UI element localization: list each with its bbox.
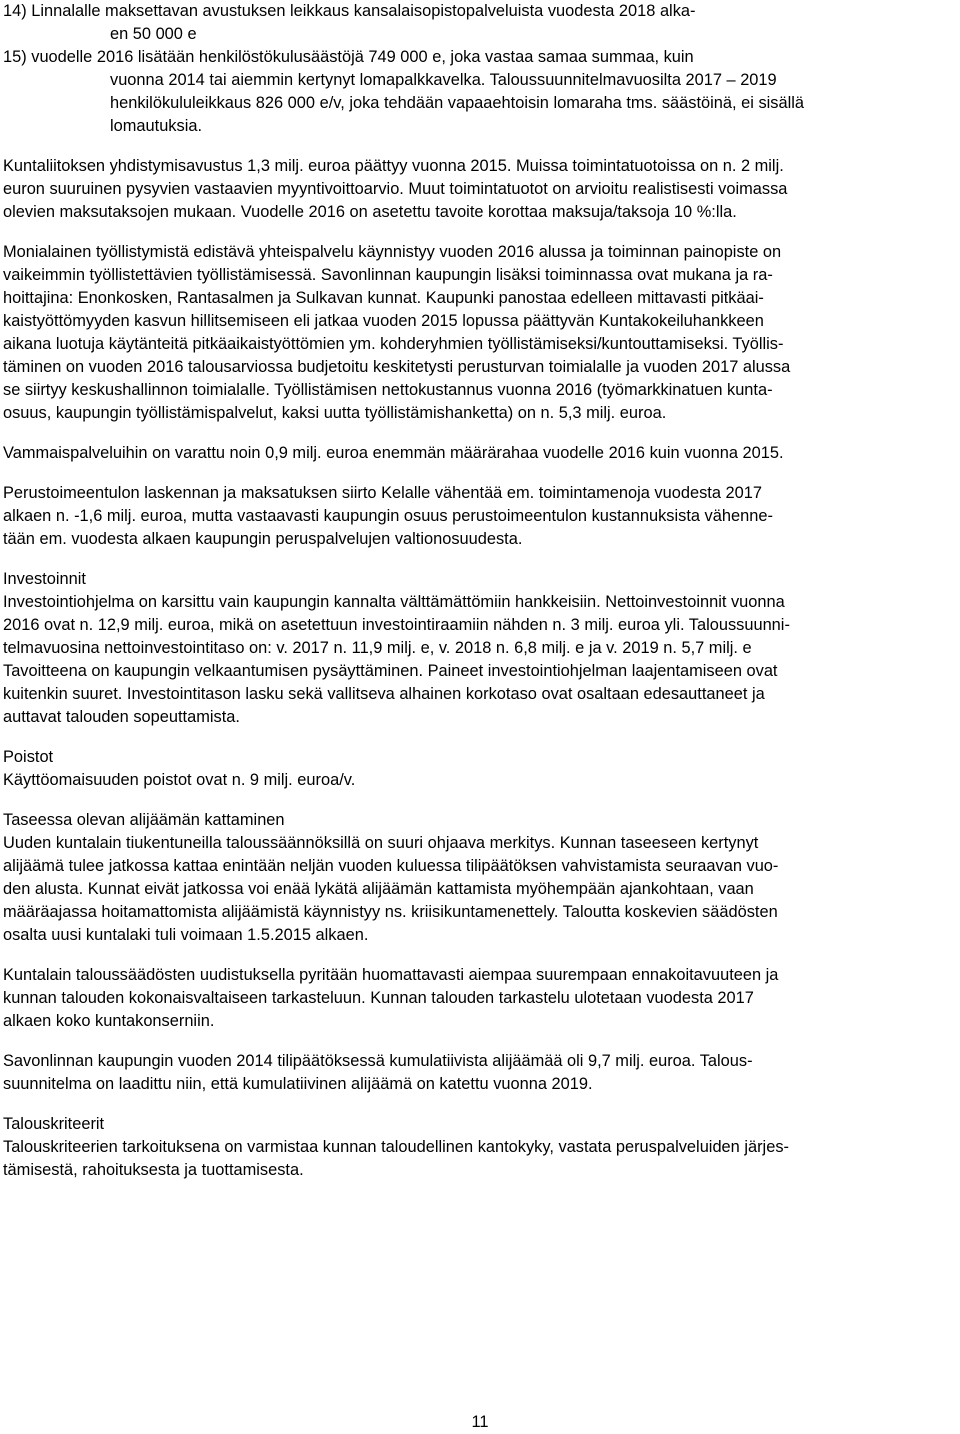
text-line: euron suuruinen pysyvien vastaavien myyntivoittoarvio. Muut toimintatuotot on arvioitu realistisesti voimassa: [3, 180, 788, 198]
text-line: täminen on vuoden 2016 talousarviossa budjetoitu keskitetysti perusturvan toimialalle ja vuoden 2017 alussa: [3, 358, 791, 376]
section-investoinnit: [3, 568, 953, 729]
text-line: kuitenkin suuret. Investointitason lasku sekä vallitseva alhainen korkotaso ovat osaltaan edesauttaneet ja: [3, 685, 765, 703]
text-line: Kuntaliitoksen yhdistymisavustus 1,3 milj. euroa päättyy vuonna 2015. Muissa toimintatuotoissa on n. 2 milj.: [3, 157, 784, 175]
text-line: alijäämä tulee jatkossa kattaa enintään neljän vuoden kuluessa tilipäätöksen vahvistamista seuraavan vuo-: [3, 857, 779, 875]
text-line: alkaen koko kuntakonserniin.: [3, 1012, 215, 1030]
text-line: Käyttöomaisuuden poistot ovat n. 9 milj. euroa/v.: [3, 771, 356, 789]
text-line: Savonlinnan kaupungin vuoden 2014 tilipäätöksessä kumulatiivista alijäämää oli 9,7 milj. euroa. Talous-: [3, 1052, 753, 1070]
text-line: lomautuksia.: [110, 117, 203, 135]
text-line: en 50 000 e: [110, 25, 197, 43]
document-body: [3, 0, 953, 1182]
section-heading: Talouskriteerit: [3, 1115, 105, 1133]
text-line: 2016 ovat n. 12,9 milj. euroa, mikä on asetettuun investointiraamiin nähden n. 3 milj. euroa yli. Taloussuunni-: [3, 616, 790, 634]
text-line: Kuntalain taloussäädösten uudistuksella pyritään huomattavasti aiempaa suurempaan ennakoitavuuteen ja: [3, 966, 779, 984]
text-line: hoittajina: Enonkosken, Rantasalmen ja Sulkavan kunnat. Kaupunki panostaa edelleen mittavasti pitkäai-: [3, 289, 764, 307]
text-line: Uuden kuntalain tiukentuneilla taloussäännöksillä on suuri ohjaava merkitys. Kunnan taseeseen kertynyt: [3, 834, 759, 852]
text-line: suunnitelma on laadittu niin, että kumulatiivinen alijäämä on katettu vuonna 2019.: [3, 1075, 593, 1093]
text-line: den alusta. Kunnat eivät jatkossa voi enää lykätä alijäämän kattamista myöhempään ajankohtaan, vaan: [3, 880, 754, 898]
text-line: Investointiohjelma on karsittu vain kaupungin kannalta välttämättömiin hankkeisiin. Nettoinvestoinnit vuonna: [3, 593, 785, 611]
text-line: se siirtyy keskushallinnon toimialalle. Työllistämisen nettokustannus vuonna 2016 (työmarkkinatuen kunta-: [3, 381, 773, 399]
text-line: osuus, kaupungin työllistämispalvelut, kaksi uutta työllistämishanketta) on n. 5,3 milj. euroa.: [3, 404, 667, 422]
text-line: Tavoitteena on kaupungin velkaantumisen pysäyttäminen. Paineet investointiohjelman laajentamiseen ovat: [3, 662, 778, 680]
section-poistot: [3, 746, 953, 792]
text-line: tämisestä, rahoituksesta ja tuottamisesta.: [3, 1161, 304, 1179]
text-line: aikana luotuja käytänteitä pitkäaikaistyöttömien ym. kohderyhmien työllistämiseksi/kuntouttamiseksi. Työllis-: [3, 335, 784, 353]
text-line: auttavat talouden sopeuttamista.: [3, 708, 240, 726]
text-line: alkaen n. -1,6 milj. euroa, mutta vastaavasti kaupungin osuus perustoimeentulon kustannuksista vähenne-: [3, 507, 773, 525]
text-line: telmavuosina nettoinvestointitaso on: v. 2017 n. 11,9 milj. e, v. 2018 n. 6,8 milj. e ja v. 2019 n. 5,7 milj. e: [3, 639, 752, 657]
text-line: kaistyöttömyyden kasvun hillitsemiseen eli jatkaa vuoden 2015 lopussa päättyvän Kuntakokeiluhankkeen: [3, 312, 764, 330]
section-alijaaman-kattaminen: [3, 809, 953, 947]
list-item-15: [3, 46, 953, 138]
paragraph-perustoimeentulo: [3, 482, 953, 551]
paragraph-vammaispalvelut: [3, 442, 953, 465]
text-line: olevien maksutaksojen mukaan. Vuodelle 2016 on asetettu tavoite korottaa maksuja/taksoja 10 %:lla.: [3, 203, 737, 221]
text-line: tään em. vuodesta alkaen kaupungin peruspalvelujen valtionosuudesta.: [3, 530, 523, 548]
page-number: 11: [471, 1413, 489, 1431]
text-line: Monialainen työllistymistä edistävä yhteispalvelu käynnistyy vuoden 2016 alussa ja toiminnan painopiste on: [3, 243, 782, 261]
text-line: 15) vuodelle 2016 lisätään henkilöstökulusäästöjä 749 000 e, joka vastaa samaa summaa, kuin: [3, 48, 694, 66]
section-heading: Poistot: [3, 748, 54, 766]
text-line: osalta uusi kuntalaki tuli voimaan 1.5.2015 alkaen.: [3, 926, 369, 944]
paragraph-tilinpaatos-2014: [3, 1050, 953, 1096]
text-line: määräajassa hoitamattomista alijäämistä käynnistyy ns. kriisikuntamenettely. Taloutta koskevien säädösten: [3, 903, 778, 921]
text-line: 14) Linnalalle maksettavan avustuksen leikkaus kansalaisopistopalveluista vuodesta 2018 alka-: [3, 2, 696, 20]
text-line: Perustoimeentulon laskennan ja maksatuksen siirto Kelalle vähentää em. toimintamenoja vuodesta 2017: [3, 484, 762, 502]
paragraph-yhdistymisavustus: [3, 155, 953, 224]
paragraph-tyollistyminen: [3, 241, 953, 425]
section-talouskriteerit: [3, 1113, 953, 1182]
section-heading: Investoinnit: [3, 570, 86, 588]
text-line: henkilökululeikkaus 826 000 e/v, joka tehdään vapaaehtoisin lomaraha tms. säästöinä, ei sisällä: [110, 94, 804, 112]
section-heading: Taseessa olevan alijäämän kattaminen: [3, 811, 285, 829]
list-item-14: [3, 0, 953, 46]
text-line: Talouskriteerien tarkoituksena on varmistaa kunnan taloudellinen kantokyky, vastata peruspalveluiden järjes-: [3, 1138, 789, 1156]
text-line: kunnan talouden kokonaisvaltaiseen tarkasteluun. Kunnan talouden tarkastelu ulotetaan vuodesta 2017: [3, 989, 754, 1007]
text-line: vaikeimmin työllistettävien työllistämisessä. Savonlinnan kaupungin lisäksi toiminnassa ovat mukana ja ra-: [3, 266, 773, 284]
text-line: Vammaispalveluihin on varattu noin 0,9 milj. euroa enemmän määrärahaa vuodelle 2016 kuin vuonna 2015.: [3, 444, 784, 462]
paragraph-kuntalain-uudistus: [3, 964, 953, 1033]
text-line: vuonna 2014 tai aiemmin kertynyt lomapalkkavelka. Taloussuunnitelmavuosilta 2017 – 2019: [110, 71, 777, 89]
